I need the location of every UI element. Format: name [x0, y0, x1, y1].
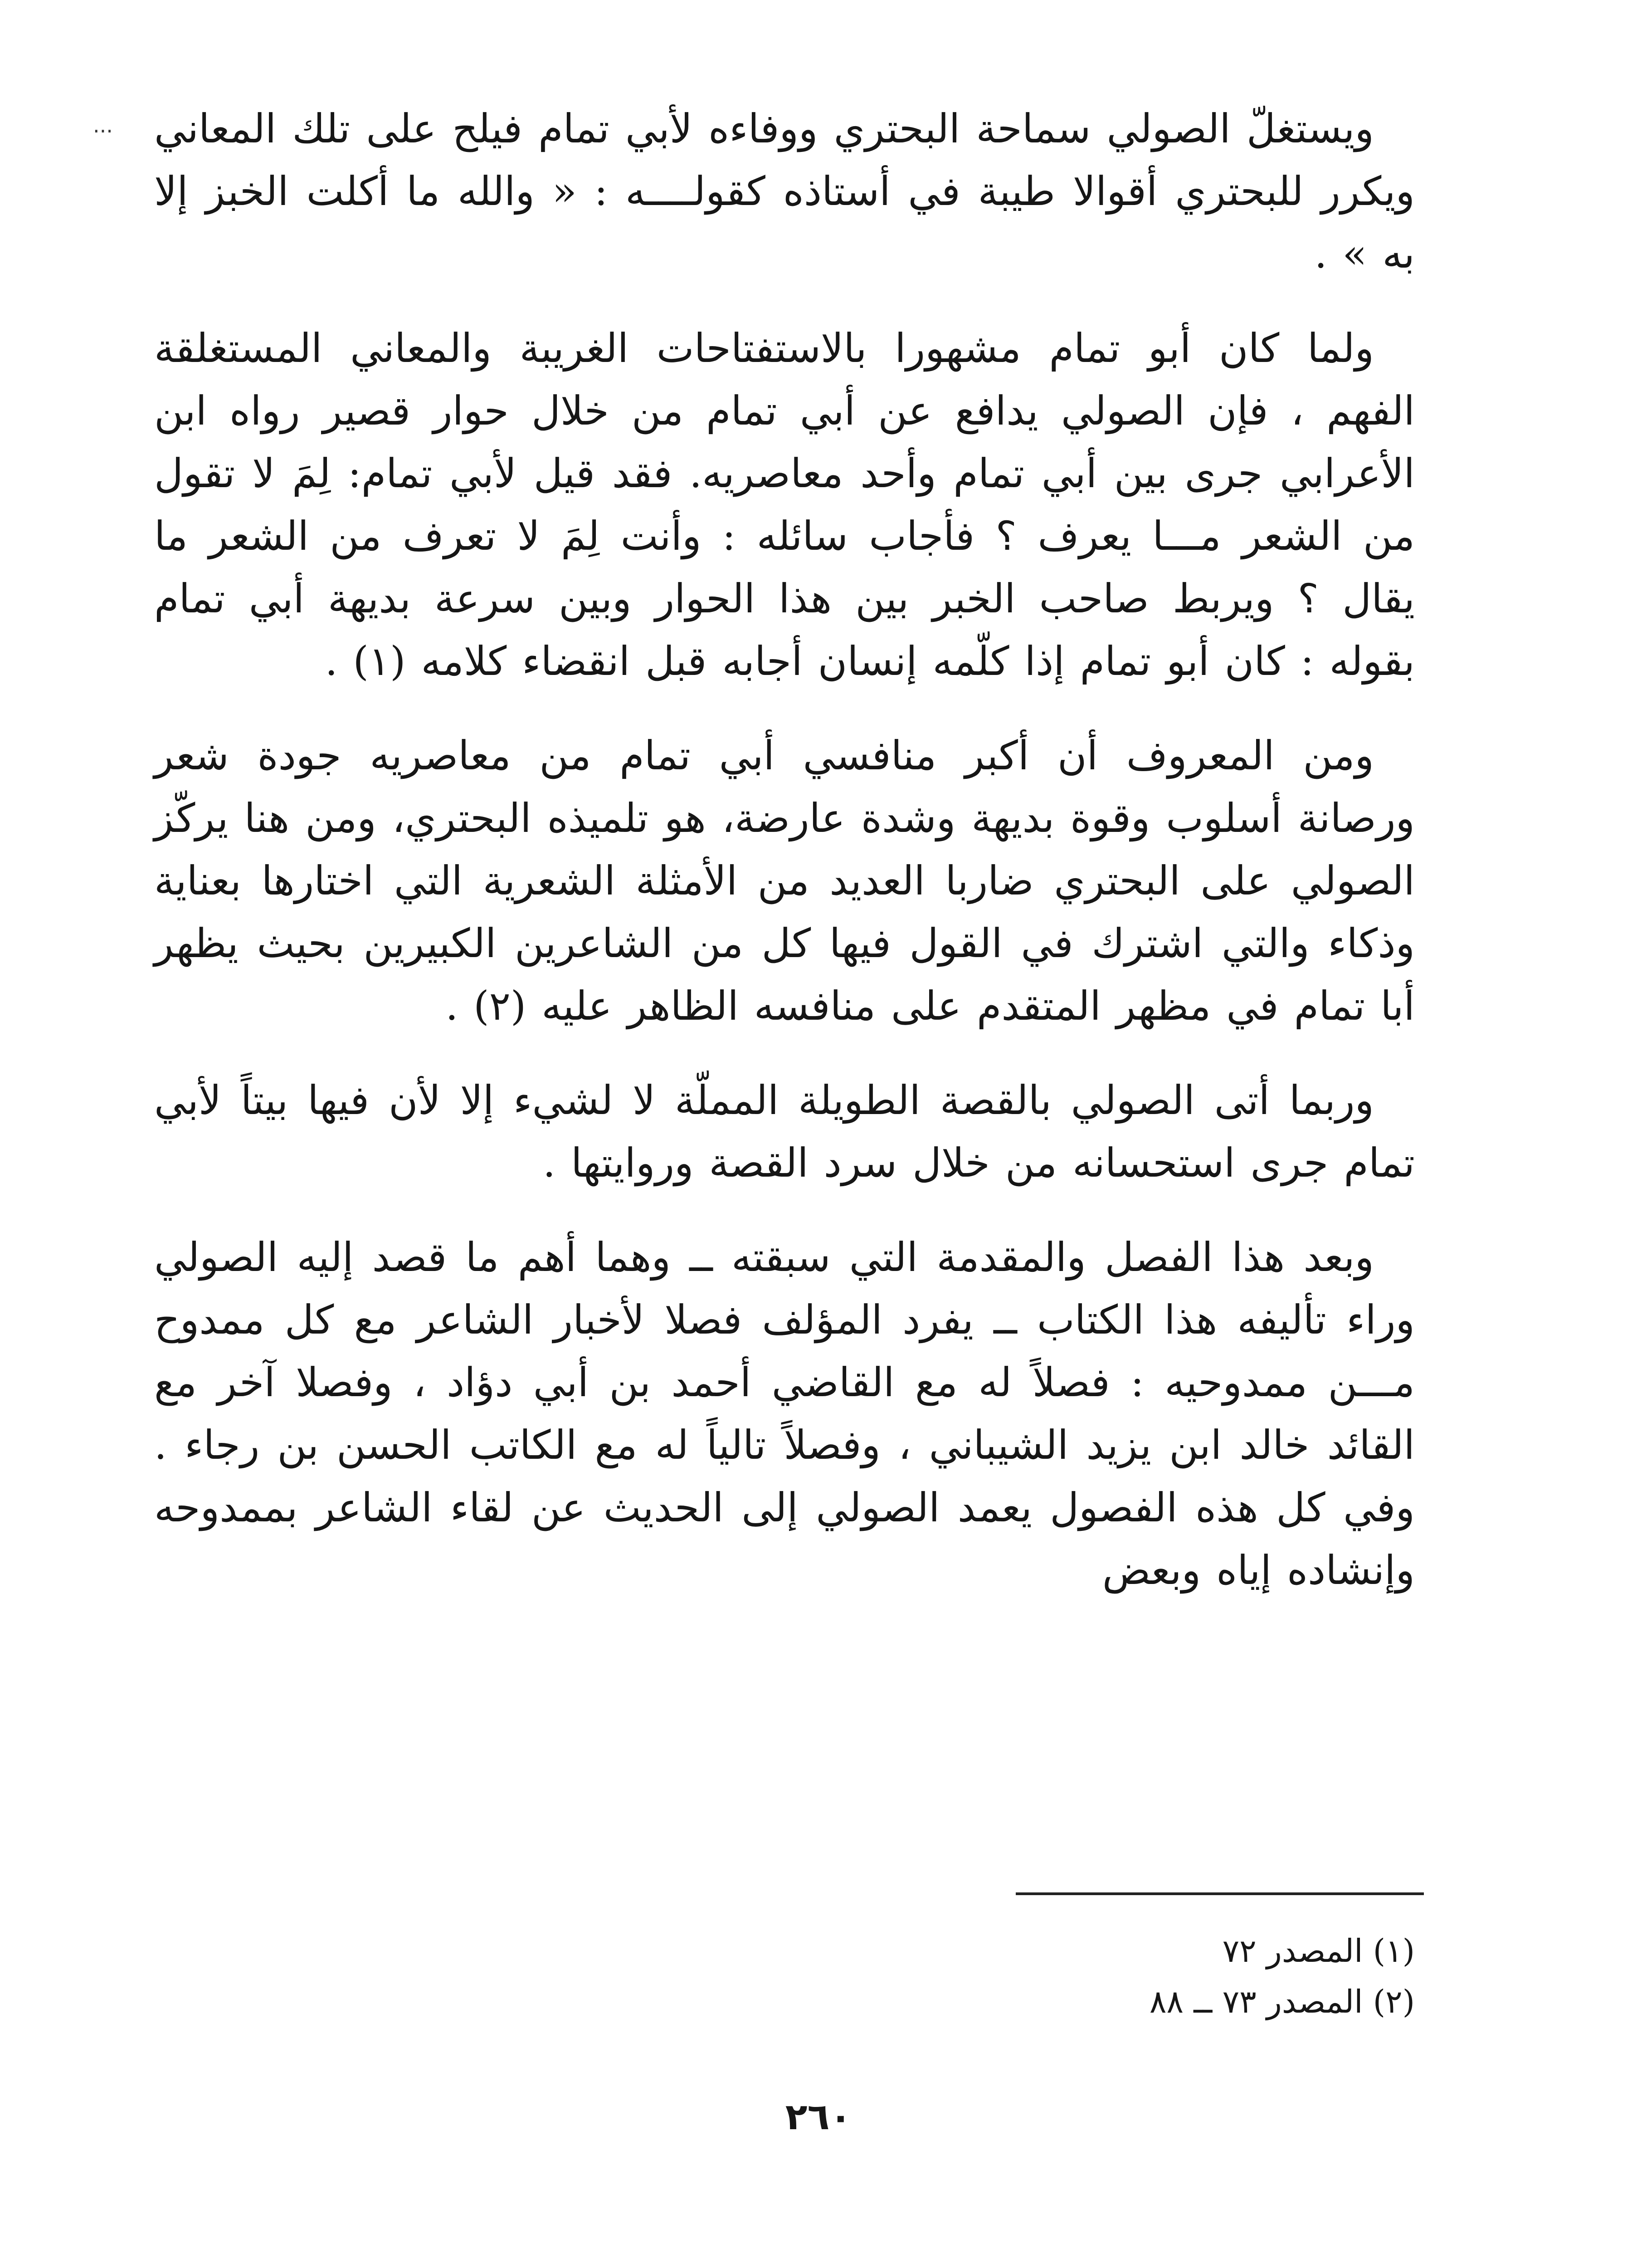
footnote-1: (١) المصدر ٧٢ [1222, 1932, 1415, 1970]
paragraph-1 [154, 98, 1415, 285]
footnote-divider [1016, 1892, 1424, 1895]
paragraph-4 [154, 1069, 1415, 1194]
margin-mark: ··· [93, 119, 113, 143]
footnote-2: (٢) المصدر ٧٣ ــ ٨٨ [1149, 1983, 1415, 2020]
paragraph-text: ومن المعروف أن أكبر منافسي أبي تمام من معاصريه جودة شعر ورصانة أسلوب وقوة بديهة وشدة عارضة، هو تلميذه البحتري، ومن هنا يركّز الصولي على البحتري ضاربا العديد من الأمثلة الشعرية التي اختارها بعناية وذكاء والتي اشترك في القول فيها كل من الشاعرين الكبيرين بحيث يظهر أبا تمام في مظهر المتقدم على منافسه الظاهر عليه (٢) . [154, 732, 1415, 1029]
paragraph-text: ولما كان أبو تمام مشهورا بالاستفتاحات الغريبة والمعاني المستغلقة الفهم ، فإن الصولي يدافع عن أبي تمام من خلال حوار قصير رواه ابن الأعرابي جرى بين أبي تمام وأحد معاصريه. فقد قيل لأبي تمام: لِمَ لا تقول من الشعر مـــا يعرف ؟ فأجاب سائله : وأنت لِمَ لا تعرف من الشعر ما يقال ؟ ويربط صاحب الخبر بين هذا الحوار وبين سرعة بديهة أبي تمام بقوله : كان أبو تمام إذا كلّمه إنسان أجابه قبل انقضاء كلامه (١) . [154, 325, 1415, 684]
paragraph-text: وبعد هذا الفصل والمقدمة التي سبقته ــ وهما أهم ما قصد إليه الصولي وراء تأليفه هذا الكتاب ــ يفرد المؤلف فصلا لأخبار الشاعر مع كل ممدوح مـــن ممدوحيه : فصلاً له مع القاضي أحمد بن أبي دؤاد ، وفصلا آخر مع القائد خالد ابن يزيد الشيباني ، وفصلاً تالياً له مع الكاتب الحسن بن رجاء . وفي كل هذه الفصول يعمد الصولي إلى الحديث عن لقاء الشاعر بممدوحه وإنشاده إياه وبعض [154, 1234, 1415, 1593]
footnotes [154, 1926, 1415, 2027]
paragraph-2 [154, 317, 1415, 693]
paragraph-5 [154, 1226, 1415, 1602]
paragraph-text: وربما أتى الصولي بالقصة الطويلة المملّة لا لشيء إلا لأن فيها بيتاً لأبي تمام جرى استحسانه من خلال سرد القصة وروايتها . [154, 1077, 1415, 1186]
paragraph-3 [154, 724, 1415, 1037]
paragraph-text: ويستغلّ الصولي سماحة البحتري ووفاءه لأبي تمام فيلح على تلك المعاني ويكرر للبحتري أقوالا طيبة في أستاذه كقولــــه : « والله ما أكلت الخبز إلا به » . [154, 105, 1415, 277]
page-number: ٢٦٠ [785, 2096, 852, 2138]
